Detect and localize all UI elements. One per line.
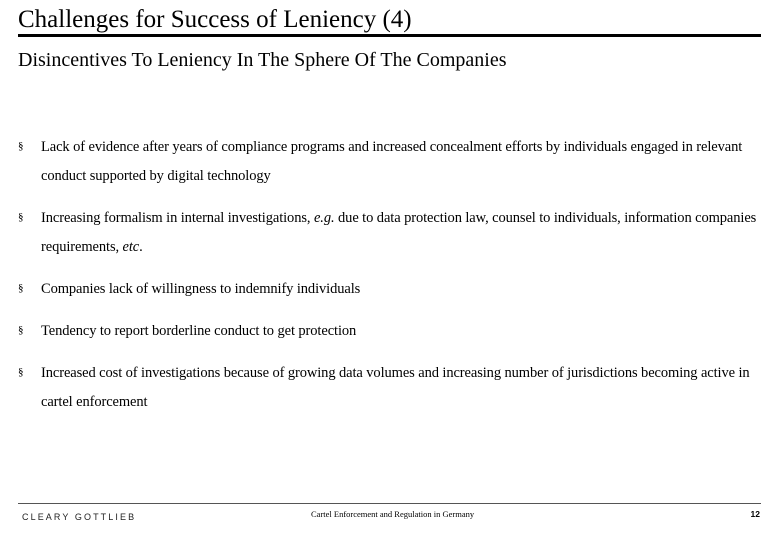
footer-divider <box>18 503 761 504</box>
slide-title: Challenges for Success of Leniency (4) <box>18 6 412 33</box>
bullet-item <box>18 317 763 346</box>
bullet-marker-icon: § <box>18 282 24 294</box>
bullet-marker-icon: § <box>18 324 24 336</box>
bullet-marker-icon: § <box>18 211 24 223</box>
bullet-text-part: Increasing formalism in internal investigations, <box>41 210 314 226</box>
page-number: 12 <box>750 509 760 519</box>
bullet-text-italic: e.g. <box>313 210 335 226</box>
bullet-marker-icon: § <box>18 140 24 152</box>
bullet-item <box>18 275 763 304</box>
bullet-text: Companies lack of willingness to indemnify individuals <box>41 281 361 297</box>
bullet-text-part: . <box>139 239 143 255</box>
slide-subtitle: Disincentives To Leniency In The Sphere Of The Companies <box>18 49 507 71</box>
bullet-item <box>18 204 763 262</box>
bullet-list <box>18 133 763 417</box>
bullet-item <box>18 359 763 417</box>
bullet-text: Lack of evidence after years of compliance programs and increased concealment efforts by individuals engaged in relevant conduct supported by digital technology <box>41 139 743 184</box>
bullet-marker-icon: § <box>18 366 24 378</box>
footer-caption: Cartel Enforcement and Regulation in Germany <box>311 509 475 519</box>
bullet-text <box>41 204 763 262</box>
bullet-text-italic: etc <box>122 239 140 255</box>
title-underline <box>18 34 761 37</box>
bullet-item <box>18 133 763 191</box>
bullet-text: Increased cost of investigations because of growing data volumes and increasing number of jurisdictions becoming active in cartel enforcement <box>41 365 750 410</box>
bullet-text-part: due to data protection law, counsel to individuals, information companies requirements, <box>41 210 757 255</box>
bullet-text: Tendency to report borderline conduct to get protection <box>41 323 357 339</box>
firm-logo: CLEARY GOTTLIEB <box>22 512 137 522</box>
